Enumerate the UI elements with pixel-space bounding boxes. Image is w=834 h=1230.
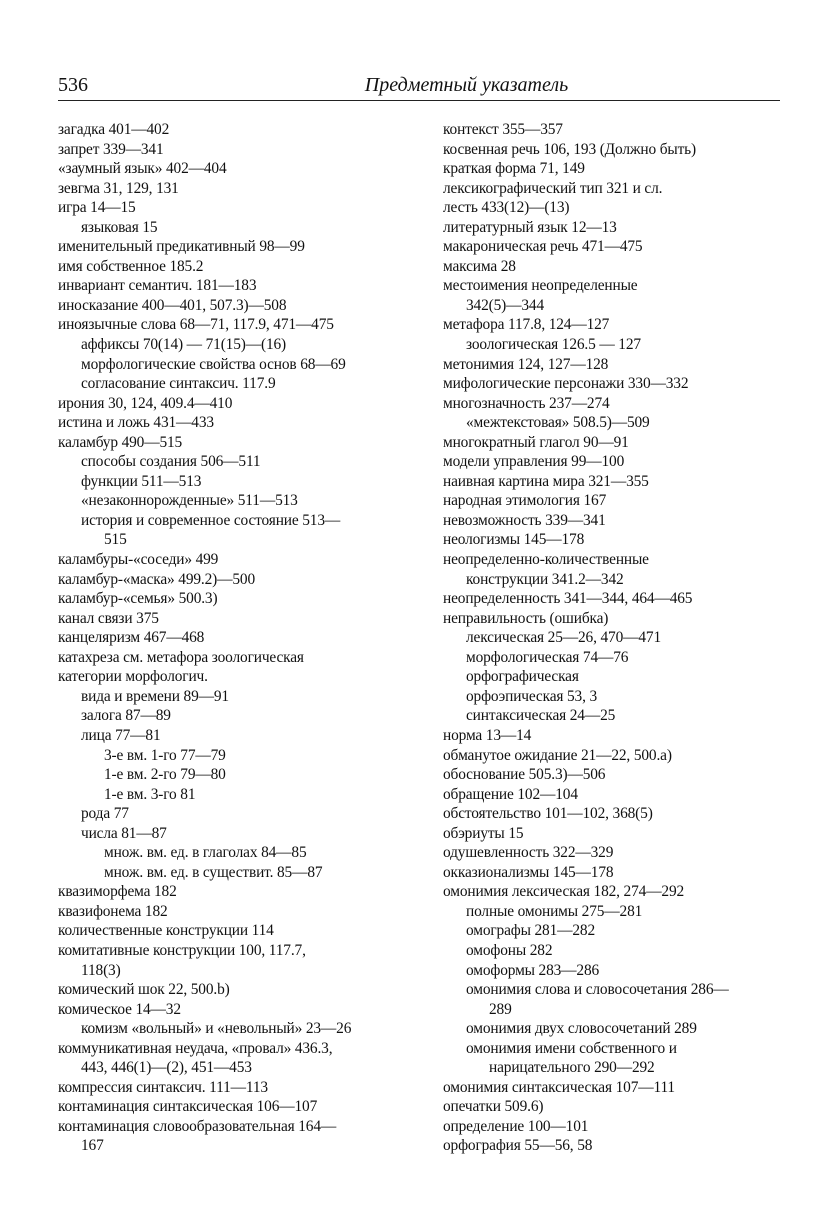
index-entry: народная этимология 167 <box>443 492 607 510</box>
index-entry: омонимия двух словосочетаний 289 <box>466 1020 697 1038</box>
index-entry: языковая 15 <box>81 218 158 236</box>
index-entry: именительный предикативный 98—99 <box>58 238 305 256</box>
index-entry: 1-е вм. 3-го 81 <box>104 785 196 803</box>
index-entry: «межтекстовая» 508.5)—509 <box>466 414 650 432</box>
index-entry: макароническая речь 471—475 <box>443 238 643 256</box>
index-entry: коммуникативная неудача, «провал» 436.3, <box>58 1039 333 1057</box>
index-entry: контекст 355—357 <box>443 121 563 138</box>
index-entry: комический шок 22, 500.b) <box>58 981 230 999</box>
index-entry: неопределенность 341—344, 464—465 <box>443 590 693 608</box>
index-column-left <box>58 120 398 1156</box>
index-entry: обэриуты 15 <box>443 824 524 842</box>
index-entry: комитативные конструкции 100, 117.7, <box>58 941 306 959</box>
index-entry: «заумный язык» 402—404 <box>58 160 227 178</box>
index-entry-continuation: нарицательного 290—292 <box>489 1059 655 1077</box>
index-entry: многозначность 237—274 <box>443 394 610 412</box>
index-entry: загадка 401—402 <box>58 121 170 138</box>
index-entry: многократный глагол 90—91 <box>443 433 629 451</box>
index-entry: неопределенно-количественные <box>443 551 649 569</box>
index-entry: квазиморфема 182 <box>58 883 177 901</box>
index-entry: аффиксы 70(14) — 71(15)—(16) <box>81 336 287 354</box>
index-entry: омонимия синтаксическая 107—111 <box>443 1078 675 1096</box>
index-entry: зевгма 31, 129, 131 <box>58 179 179 197</box>
index-entry: наивная картина мира 321—355 <box>443 472 649 490</box>
index-entry: полные омонимы 275—281 <box>466 902 643 920</box>
index-entry: числа 81—87 <box>81 824 167 842</box>
index-entry: косвенная речь 106, 193 (Должно быть) <box>443 140 697 158</box>
index-entry: метафора 117.8, 124—127 <box>443 316 610 334</box>
index-entry: комизм «вольный» и «невольный» 23—26 <box>81 1020 352 1038</box>
index-entry: максима 28 <box>443 257 516 275</box>
index-entry: определение 100—101 <box>443 1117 589 1135</box>
index-entry: ирония 30, 124, 409.4—410 <box>58 394 233 412</box>
index-entry: имя собственное 185.2 <box>58 257 204 275</box>
index-entry: 1-е вм. 2-го 79—80 <box>104 766 226 784</box>
index-entry: морфологическая 74—76 <box>466 648 629 666</box>
index-entry: обманутое ожидание 21—22, 500.а) <box>443 746 672 764</box>
index-entry-continuation: 118(3) <box>81 961 121 979</box>
index-entry: обстоятельство 101—102, 368(5) <box>443 805 653 823</box>
index-entry: неправильность (ошибка) <box>443 609 609 627</box>
index-entry: каламбур-«маска» 499.2)—500 <box>58 570 256 588</box>
page-header <box>58 66 780 101</box>
index-entry: невозможность 339—341 <box>443 511 606 529</box>
index-entry: омофоны 282 <box>466 941 553 959</box>
index-entry: неологизмы 145—178 <box>443 531 585 549</box>
index-entry: рода 77 <box>81 805 129 823</box>
index-entry-continuation: конструкции 341.2—342 <box>466 570 624 588</box>
index-entry: игра 14—15 <box>58 199 136 217</box>
index-entry: обоснование 505.3)—506 <box>443 766 606 784</box>
index-entry: синтаксическая 24—25 <box>466 707 616 725</box>
index-entry: истина и ложь 431—433 <box>58 414 214 432</box>
index-entry: запрет 339—341 <box>58 140 164 158</box>
index-entry: количественные конструкции 114 <box>58 922 274 940</box>
index-entry: множ. вм. ед. в глаголах 84—85 <box>104 844 307 862</box>
index-entry: вида и времени 89—91 <box>81 687 229 705</box>
index-entry: функции 511—513 <box>81 472 202 490</box>
index-entry-continuation: 289 <box>489 1000 512 1018</box>
index-entry: история и современное состояние 513— <box>81 511 341 529</box>
index-entry: метонимия 124, 127—128 <box>443 355 609 373</box>
index-entry: модели управления 99—100 <box>443 453 625 471</box>
index-entry: зоологическая 126.5 — 127 <box>466 336 641 354</box>
index-entry: лексическая 25—26, 470—471 <box>466 629 661 647</box>
index-entry: канцеляризм 467—468 <box>58 629 205 647</box>
index-entry-continuation: 515 <box>104 531 127 549</box>
index-column-right <box>443 120 788 1156</box>
index-entry: омонимия имени собственного и <box>466 1039 677 1057</box>
index-entry: местоимения неопределенные <box>443 277 638 295</box>
index-entry: краткая форма 71, 149 <box>443 160 585 178</box>
index-entry: контаминация синтаксическая 106—107 <box>58 1098 318 1116</box>
index-entry: каламбуры-«соседи» 499 <box>58 551 219 569</box>
index-entry: категории морфологич. <box>58 668 208 686</box>
index-entry: лица 77—81 <box>81 726 161 744</box>
index-entry-continuation: 443, 446(1)—(2), 451—453 <box>81 1059 252 1077</box>
index-entry: орфография 55—56, 58 <box>443 1137 593 1155</box>
index-entry: омоформы 283—286 <box>466 961 600 979</box>
index-entry: мифологические персонажи 330—332 <box>443 375 689 393</box>
index-entry: «незаконнорожденные» 511—513 <box>81 492 298 510</box>
index-entry: компрессия синтаксич. 111—113 <box>58 1078 268 1096</box>
index-entry: инвариант семантич. 181—183 <box>58 277 257 295</box>
index-entry: норма 13—14 <box>443 726 532 744</box>
index-entry: лесть 433(12)—(13) <box>443 199 570 217</box>
index-entry: морфологические свойства основ 68—69 <box>81 355 346 373</box>
index-entry: контаминация словообразовательная 164— <box>58 1117 337 1135</box>
index-entry: омонимия лексическая 182, 274—292 <box>443 883 685 901</box>
index-entry: каламбур-«семья» 500.3) <box>58 590 218 608</box>
index-entry: окказионализмы 145—178 <box>443 863 614 881</box>
index-entry: одушевленность 322—329 <box>443 844 614 862</box>
page-number: 536 <box>58 74 88 96</box>
index-entry: залога 87—89 <box>81 707 171 725</box>
index-entry: орфографическая <box>466 668 579 686</box>
index-entry: омонимия слова и словосочетания 286— <box>466 981 729 999</box>
index-entry: омографы 281—282 <box>466 922 595 940</box>
running-title: Предметный указатель <box>364 74 569 96</box>
index-entry: комическое 14—32 <box>58 1000 181 1018</box>
index-entry: канал связи 375 <box>58 609 159 627</box>
index-entry: согласование синтаксич. 117.9 <box>81 375 276 393</box>
index-entry: способы создания 506—511 <box>81 453 261 471</box>
index-entry: 3-е вм. 1-го 77—79 <box>104 746 226 764</box>
index-entry: литературный язык 12—13 <box>443 218 617 236</box>
index-entry: иносказание 400—401, 507.3)—508 <box>58 296 287 314</box>
index-entry: орфоэпическая 53, 3 <box>466 687 598 705</box>
index-entry-continuation: 342(5)—344 <box>466 296 545 314</box>
index-entry: квазифонема 182 <box>58 902 168 920</box>
index-entry: множ. вм. ед. в существит. 85—87 <box>104 863 323 881</box>
index-entry: иноязычные слова 68—71, 117.9, 471—475 <box>58 316 334 334</box>
index-entry: катахреза см. метафора зоологическая <box>58 648 304 666</box>
index-entry-continuation: 167 <box>81 1137 104 1155</box>
index-entry: обращение 102—104 <box>443 785 578 803</box>
index-entry: опечатки 509.6) <box>443 1098 544 1116</box>
index-entry: лексикографический тип 321 и сл. <box>443 179 663 197</box>
index-entry: каламбур 490—515 <box>58 433 183 451</box>
